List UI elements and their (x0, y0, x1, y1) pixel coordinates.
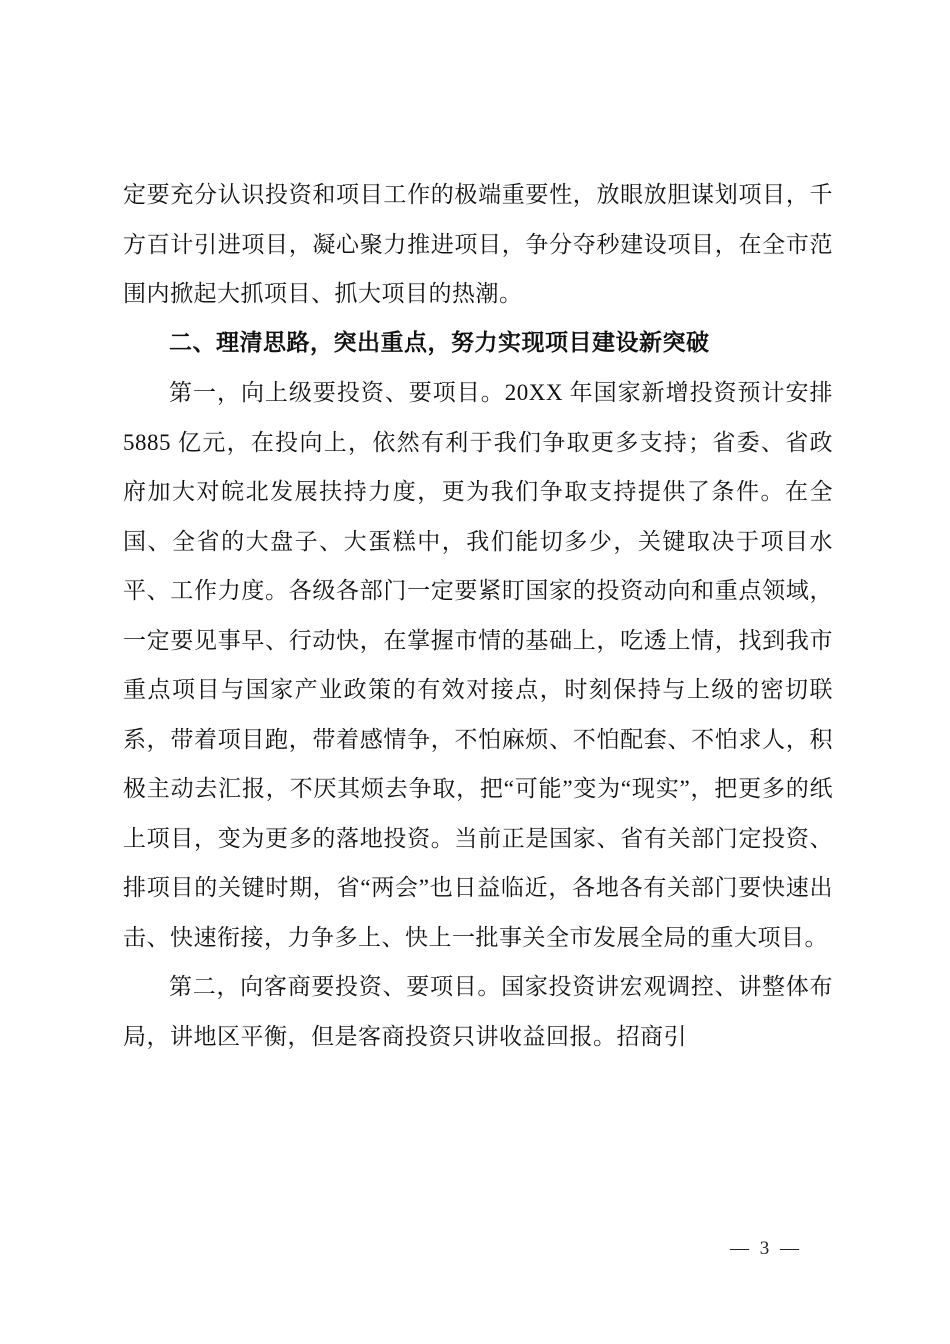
paragraph-second-point: 第二，向客商要投资、要项目。国家投资讲宏观调控、讲整体布局，讲地区平衡，但是客商投资只讲收益回报。招商引 (123, 974, 833, 1049)
section-heading: 二、理清思路，突出重点，努力实现项目建设新突破 (169, 329, 710, 356)
paragraph-first-point: 第一，向上级要投资、要项目。20XX 年国家新增投资预计安排 5885 亿元，在投向上，依然有利于我们争取更多支持；省委、省政府加大对皖北发展扶持力度，更为我们争取支持提供了条件。在全国、全省的大盘子、大蛋糕中，我们能切多少，关键取决于项目水平、工作力度。各级各部门一定要紧盯国家的投资动向和重点领域，一定要见事早、行动快，在掌握市情的基础上，吃透上情，找到我市重点项目与国家产业政策的有效对接点，时刻保持与上级的密切联系，带着项目跑，带着感情争，不怕麻烦、不怕配套、不怕求人，积极主动去汇报，不厌其烦去争取，把“可能”变为“现实”，把更多的纸上项目，变为更多的落地投资。当前正是国家、省有关部门定投资、排项目的关键时期，省“两会”也日益临近，各地各有关部门要快速出击、快速衔接，力争多上、快上一批事关全市发展全局的重大项目。 (123, 380, 833, 950)
document-body (123, 170, 833, 1061)
paragraph-continuation: 定要充分认识投资和项目工作的极端重要性，放眼放胆谋划项目，千方百计引进项目，凝心聚力推进项目，争分夺秒建设项目，在全市范围内掀起大抓项目、抓大项目的热潮。 (123, 182, 833, 306)
page-number: — 3 — (730, 1238, 802, 1259)
